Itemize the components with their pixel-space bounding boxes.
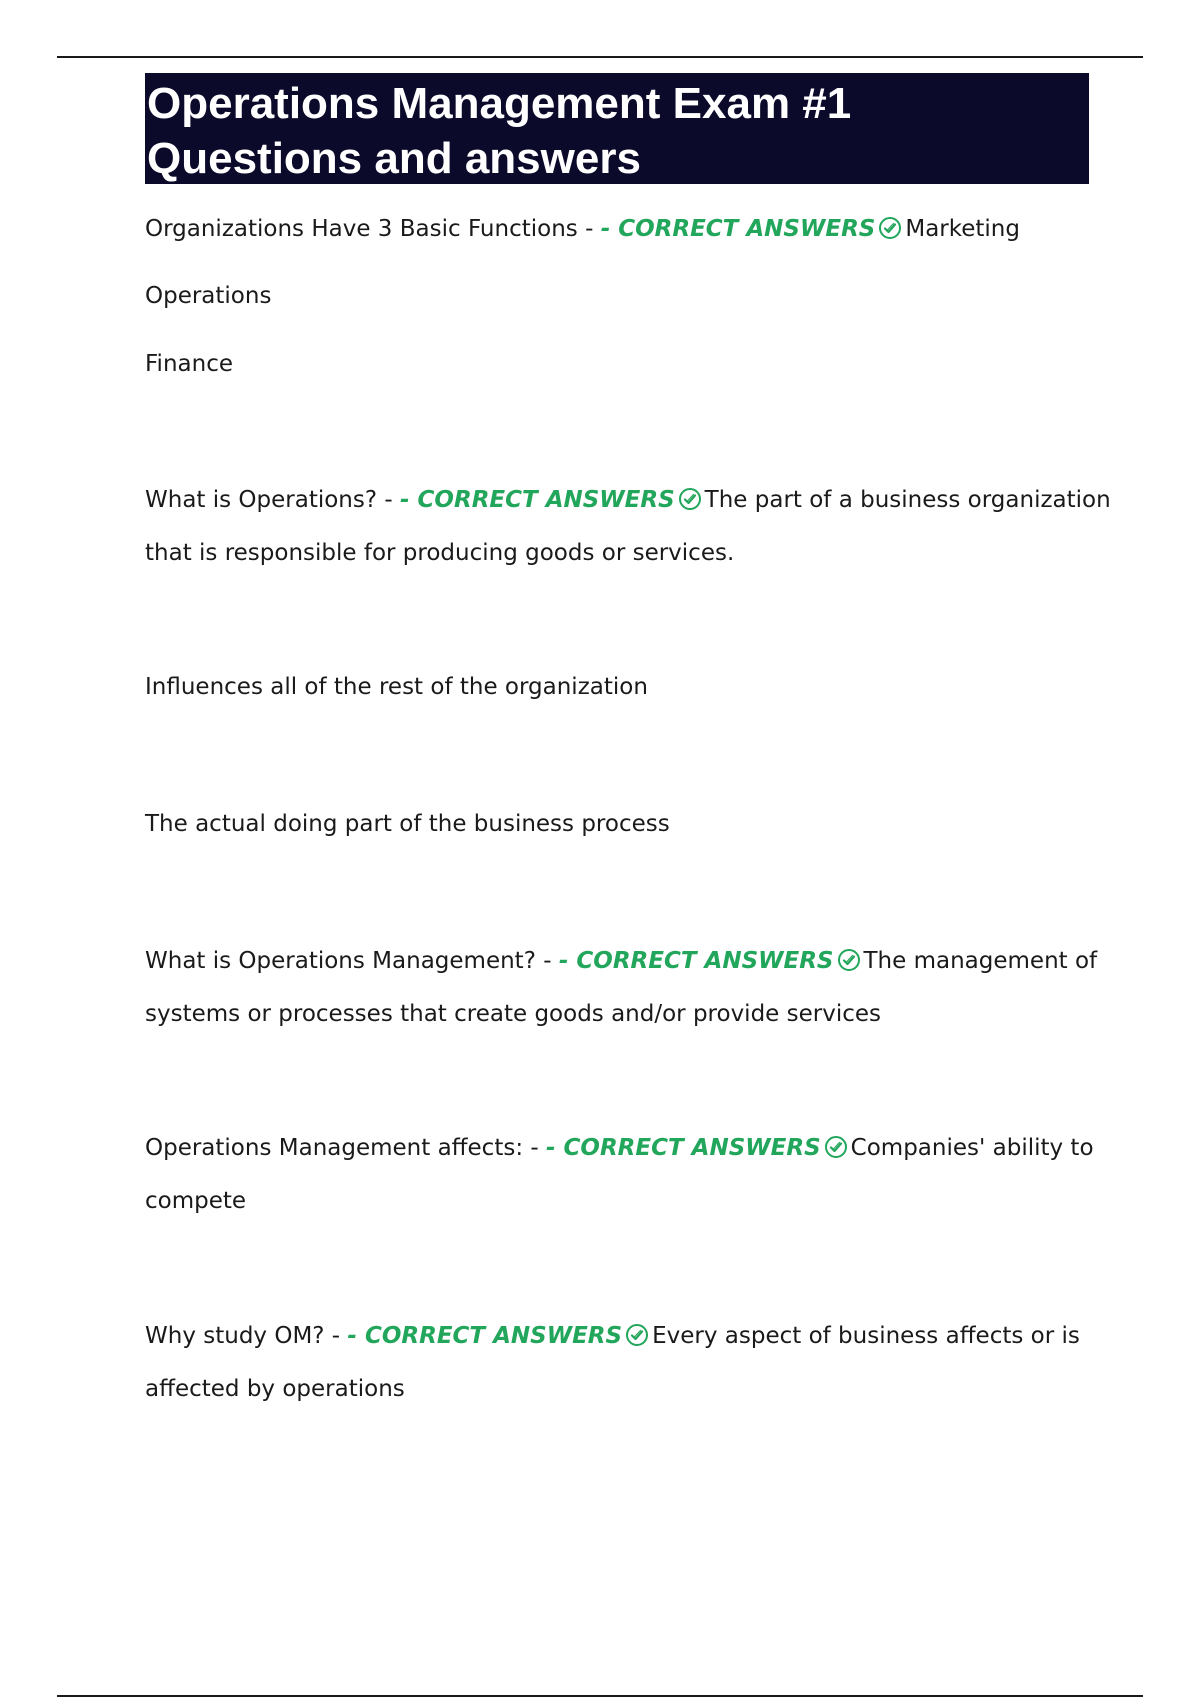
answer-continuation: compete (145, 1188, 247, 1214)
correct-answers-marker: - CORRECT ANSWERS (545, 1135, 821, 1161)
answer-continuation: affected by operations (145, 1376, 405, 1402)
qa-line (145, 474, 1111, 527)
check-circle-icon (824, 1135, 848, 1159)
answer-continuation: that is responsible for producing goods or services. (145, 540, 735, 566)
check-circle-icon (878, 216, 902, 240)
answer-extra-line: Operations (145, 283, 272, 309)
answer-text: Marketing (905, 216, 1020, 242)
correct-answers-marker: - CORRECT ANSWERS (600, 216, 876, 242)
answer-extra-line: Finance (145, 351, 233, 377)
qa-line (145, 935, 1098, 988)
correct-answers-marker: - CORRECT ANSWERS (400, 487, 675, 513)
top-rule (57, 56, 1143, 58)
question-text: Why study OM? - (145, 1323, 348, 1349)
question-text: Operations Management affects: - (145, 1135, 546, 1161)
title-line-1: Operations Management Exam #1 (147, 79, 852, 128)
qa-line (145, 1122, 1095, 1175)
qa-line (145, 1310, 1095, 1363)
answer-text: Every aspect of business affects or is (652, 1323, 1080, 1349)
qa-item-1 (145, 203, 1095, 256)
check-circle-icon (678, 487, 702, 511)
document-title (145, 73, 1089, 184)
check-circle-icon (625, 1323, 649, 1347)
answer-extra-line: Influences all of the rest of the organization (145, 674, 648, 700)
check-circle-icon (837, 948, 861, 972)
qa-item-4 (145, 1122, 1095, 1228)
answer-text: The part of a business organization (704, 487, 1111, 513)
qa-item-5 (145, 1310, 1095, 1416)
answer-text: The management of (863, 948, 1098, 974)
answer-continuation: systems or processes that create goods and/or provide services (145, 1001, 881, 1027)
correct-answers-marker: - CORRECT ANSWERS (347, 1323, 623, 1349)
qa-line (145, 203, 1095, 256)
answer-extra-line: The actual doing part of the business process (145, 811, 670, 837)
question-text: What is Operations? - (145, 487, 400, 513)
question-text: Organizations Have 3 Basic Functions - (145, 216, 601, 242)
bottom-rule (57, 1695, 1143, 1697)
title-line-2: Questions and answers (147, 134, 641, 183)
correct-answers-marker: - CORRECT ANSWERS (558, 948, 834, 974)
qa-item-2 (145, 474, 1111, 580)
question-text: What is Operations Management? - (145, 948, 559, 974)
answer-text: Companies' ability to (850, 1135, 1094, 1161)
qa-item-3 (145, 935, 1098, 1041)
